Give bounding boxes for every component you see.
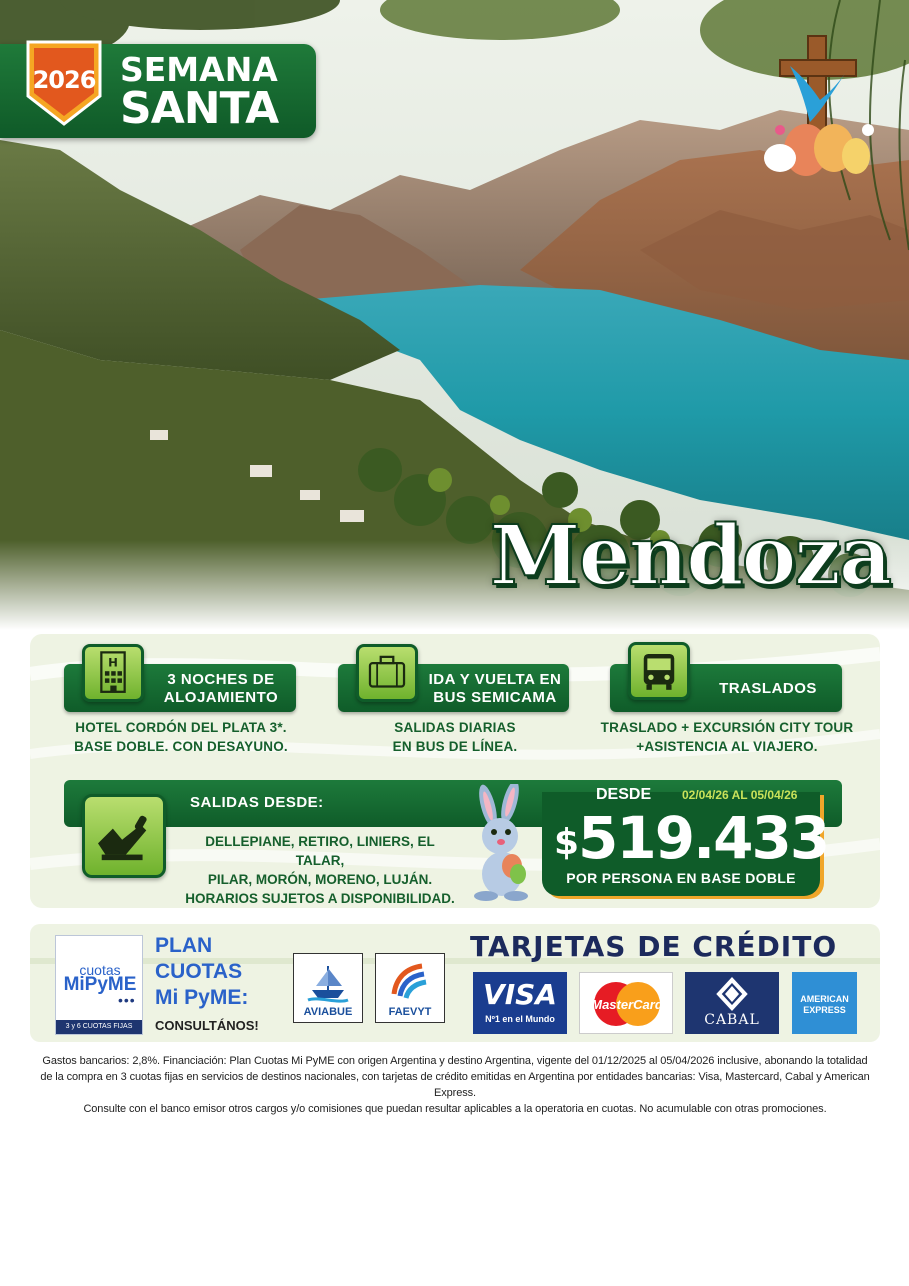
feature-title-hotel: 3 NOCHES DE ALOJAMIENTO bbox=[163, 671, 279, 706]
destination-title: Mendoza bbox=[489, 508, 890, 604]
price-amount: 519.433 bbox=[578, 804, 829, 872]
american-express-logo: AMERICAN EXPRESS bbox=[792, 972, 857, 1034]
suitcase-icon bbox=[356, 644, 418, 702]
feature-title-bus: IDA Y VUELTA EN BUS SEMICAMA bbox=[428, 671, 562, 706]
feature-desc-bus: SALIDAS DIARIAS EN BUS DE LÍNEA. bbox=[392, 720, 518, 754]
plan-title-line3: Mi PyME: bbox=[155, 986, 249, 1009]
credit-cards-title: TARJETAS DE CRÉDITO bbox=[470, 930, 838, 963]
faevyt-emblem-icon bbox=[386, 960, 434, 1004]
hotel-icon bbox=[82, 644, 144, 702]
price-note: POR PERSONA EN BASE DOBLE bbox=[566, 870, 796, 886]
easter-cross-icon bbox=[750, 30, 890, 180]
ship-icon bbox=[304, 960, 352, 1004]
payment-panel bbox=[30, 924, 880, 1042]
bus-seat-icon bbox=[82, 794, 166, 878]
faevyt-logo: FAEVYT bbox=[375, 953, 445, 1023]
feature-title-transfers: TRASLADOS bbox=[719, 680, 817, 697]
cabal-card-logo: CABAL bbox=[685, 972, 779, 1034]
plan-consult-label: CONSULTÁNOS! bbox=[155, 1018, 259, 1033]
price-currency: $ bbox=[554, 822, 580, 863]
price-from-label: DESDE bbox=[596, 786, 652, 803]
plan-title-line2: CUOTAS bbox=[155, 960, 243, 983]
package-info-panel bbox=[30, 634, 880, 908]
svg-text:H: H bbox=[108, 655, 118, 670]
mastercard-logo: MasterCard bbox=[579, 972, 673, 1034]
aviabue-logo: AVIABUE bbox=[293, 953, 363, 1023]
departures-title: SALIDAS DESDE: bbox=[190, 794, 324, 811]
bus-icon bbox=[628, 642, 690, 700]
travel-dates: 02/04/26 AL 05/04/26 bbox=[682, 788, 798, 802]
cuotas-mipyme-logo: cuotas MiPyME ••• 3 y 6 CUOTAS FIJAS bbox=[55, 935, 143, 1035]
legal-fine-print: Gastos bancarios: 2,8%. Financiación: Plan Cuotas Mi PyME con origen Argentina y destino Argentina, vigente del 01/12/2025 al 05/04/2026 inclusive, abonando la totalidad de la compra en 3 cuotas fijas en servicios de destinos nacionales, con tarjetas de crédito emitidas en Argentina por entidades bancarias: Visa, Mastercard, Cabal y American Express. Consulte con el banco emisor otros cargos y/o comisiones que puedan resultar aplicables a la operatoria en cuotas. No acumulable con otras promociones. bbox=[40, 1055, 870, 1115]
badge-title-line1: SEMANA bbox=[120, 50, 278, 89]
plan-title-line1: PLAN bbox=[155, 934, 213, 957]
feature-desc-hotel: HOTEL CORDÓN DEL PLATA 3*. BASE DOBLE. CON DESAYUNO. bbox=[74, 720, 288, 754]
visa-card-logo: VISA Nº1 en el Mundo bbox=[473, 972, 567, 1034]
feature-desc-transfers: TRASLADO + EXCURSIÓN CITY TOUR +ASISTENCIA AL VIAJERO. bbox=[600, 720, 854, 754]
badge-title-line2: SANTA bbox=[120, 83, 279, 134]
departures-list: DELLEPIANE, RETIRO, LINIERS, EL TALAR, PILAR, MORÓN, MORENO, LUJÁN. HORARIOS SUJETOS A DISPONIBILIDAD. bbox=[185, 834, 455, 906]
easter-bunny-icon bbox=[458, 784, 544, 902]
badge-year: 2026 bbox=[32, 66, 96, 94]
